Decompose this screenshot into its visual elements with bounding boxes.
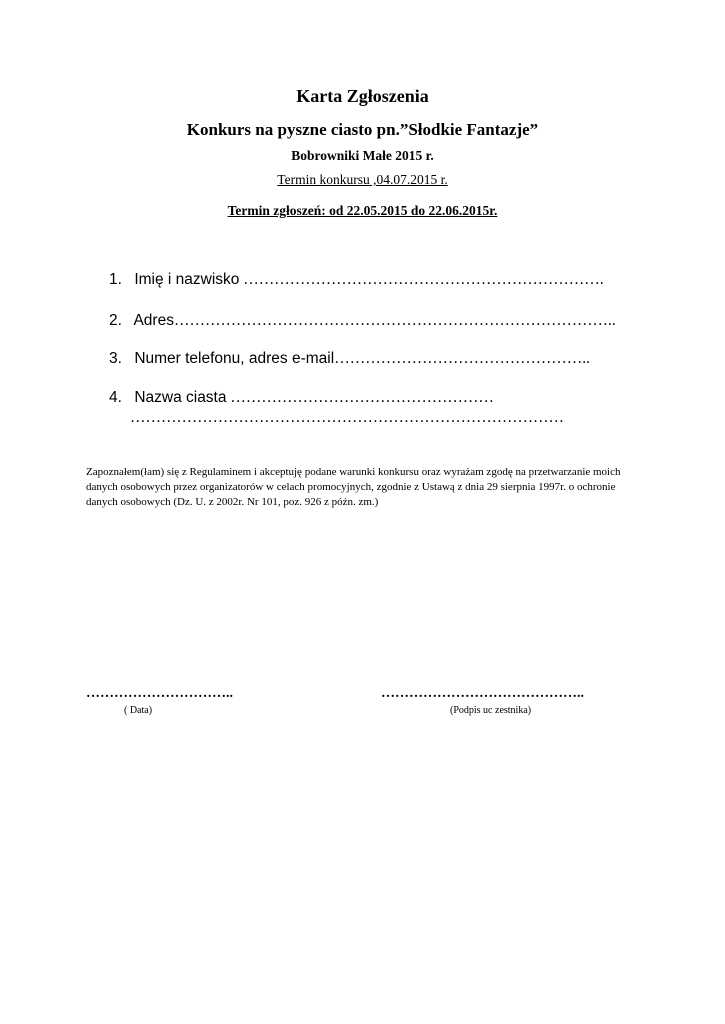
field-number: 4.: [109, 389, 122, 406]
fill-in-line[interactable]: …………………………………………………………………………..: [173, 312, 616, 329]
contest-place: Bobrowniki Małe 2015 r.: [291, 148, 434, 163]
fill-in-line[interactable]: ……………………………………………: [226, 389, 494, 406]
fill-in-line-continuation[interactable]: …………………………………………………………………………: [130, 409, 564, 426]
field-label: Nazwa ciasta: [134, 389, 227, 406]
date-label: ( Data): [124, 705, 153, 716]
signature-line[interactable]: ……………………………………..: [381, 686, 584, 701]
consent-statement: Zapoznałem(łam) się z Regulaminem i akceptuję podane warunki konkursu oraz wyrażam zgodę na przetwarzanie moich danych osobowych przez organizatorów w celach promocyjnych, zgodnie z Ustawą z dnia 29 sierpnia 1997r. o ochronie danych osobowych (Dz. U. z 2002r. Nr 101, poz. 926 z późn. zm.): [86, 466, 621, 508]
fill-in-line[interactable]: …………………………………………..: [334, 350, 590, 367]
field-number: 3.: [109, 350, 122, 367]
field-label: Numer telefonu, adres e-mail: [134, 350, 335, 367]
field-address[interactable]: [109, 312, 616, 330]
fill-in-line[interactable]: …………………………………………………………….: [239, 271, 604, 288]
signature-label: (Podpis uc zestnika): [450, 705, 532, 716]
field-name[interactable]: [109, 271, 604, 289]
field-number: 2.: [109, 312, 122, 329]
document-title: Karta Zgłoszenia: [296, 86, 429, 106]
contest-name: Konkurs na pyszne ciasto pn.”Słodkie Fantazje”: [186, 120, 539, 139]
contest-date: Termin konkursu ,04.07.2015 r.: [277, 172, 448, 187]
field-phone-email[interactable]: [109, 350, 590, 368]
field-number: 1.: [109, 271, 122, 288]
field-cake-name[interactable]: [109, 389, 494, 407]
date-line[interactable]: …………………………..: [86, 686, 233, 701]
field-label: Imię i nazwisko: [134, 271, 240, 288]
submission-deadline: Termin zgłoszeń: od 22.05.2015 do 22.06.2015r.: [227, 203, 498, 218]
field-label: Adres: [133, 312, 174, 329]
